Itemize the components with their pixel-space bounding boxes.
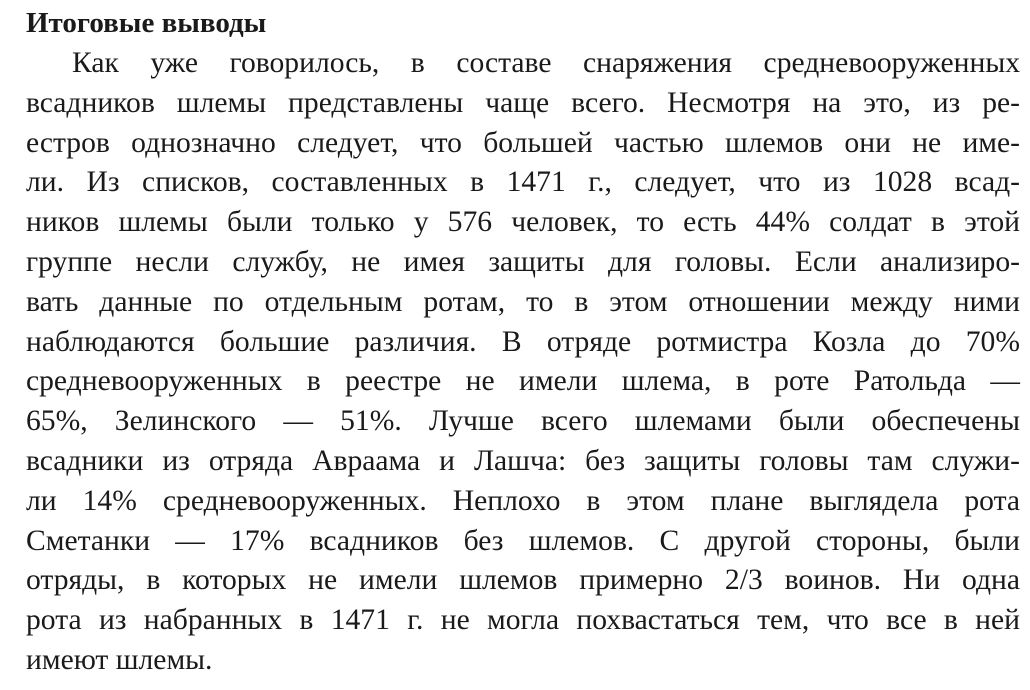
paragraph-line: имеют шлемы. — [26, 643, 213, 676]
paragraph-line: ников шлемы были только у 576 человек, то есть 44% солдат в этой — [26, 206, 1020, 239]
paragraph-line: всадников шлемы представлены чаще всего. Несмотря на это, из ре- — [26, 86, 1020, 119]
paragraph-line: Сметанки — 17% всадников без шлемов. С другой стороны, были — [26, 524, 1020, 557]
paragraph-line: средневооруженных в реестре не имели шлема, в роте Ратольда — — [26, 365, 1020, 398]
paragraph-line: Как уже говорилось, в составе снаряжения средневооруженных — [72, 47, 1020, 79]
paragraph-line: наблюдаются большие различия. В отряде ротмистра Козла до 70% — [26, 325, 1020, 358]
section-heading: Итоговые выводы — [26, 7, 267, 39]
paragraph-line: отряды, в которых не имели шлемов примерно 2/3 воинов. Ни одна — [26, 564, 1020, 597]
paragraph-line: ли 14% средневооруженных. Неплохо в этом плане выглядела рота — [26, 484, 1020, 517]
paragraph-line: всадники из отряда Авраама и Лашча: без защиты головы там служи- — [26, 444, 1020, 477]
paragraph-line: естров однозначно следует, что большей частью шлемов они не име- — [26, 126, 1020, 159]
paragraph-line: группе несли службу, не имея защиты для головы. Если анализиро- — [26, 245, 1020, 278]
paragraph-line: рота из набранных в 1471 г. не могла похвастаться тем, что все в ней — [26, 604, 1020, 637]
body-paragraph — [26, 44, 1020, 681]
paragraph-line: ли. Из списков, составленных в 1471 г., следует, что из 1028 всад- — [26, 166, 1020, 199]
paragraph-line: 65%, Зелинского — 51%. Лучше всего шлемами были обеспечены — [26, 405, 1020, 438]
paragraph-line: вать данные по отдельным ротам, то в этом отношении между ними — [26, 285, 1020, 318]
